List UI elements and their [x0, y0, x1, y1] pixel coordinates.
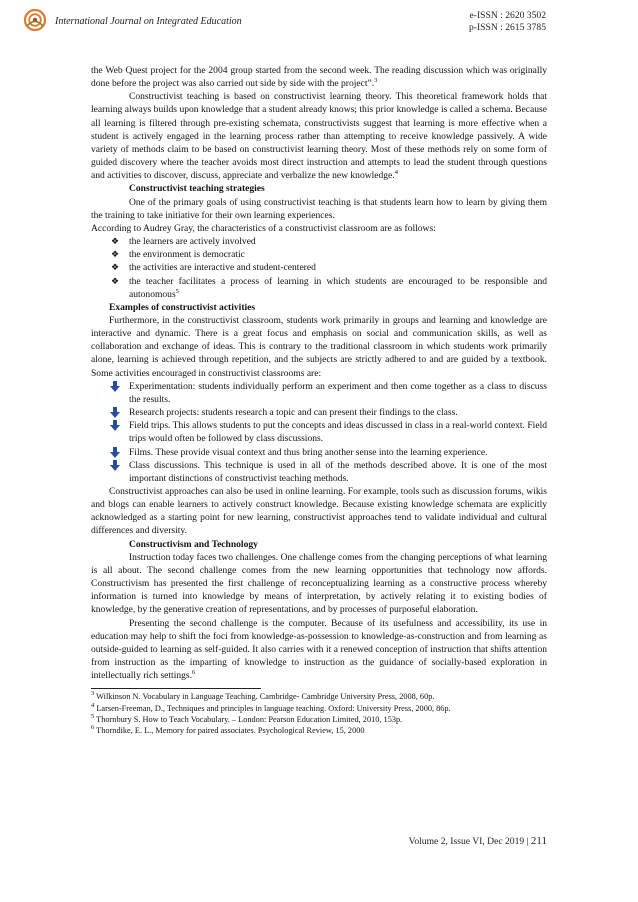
page-footer	[409, 835, 547, 847]
down-arrow-bullet-icon	[110, 381, 120, 392]
down-arrow-bullet-icon	[110, 460, 120, 471]
journal-title: International Journal on Integrated Education	[55, 16, 242, 27]
paragraph: Furthermore, in the constructivist classroom, students work primarily in groups and learning and knowledge are interactive and dynamic. There is a great focus and emphasis on social and communication skills, as well as collaboration and exchange of ideas. This is contrary to the traditional classroom in which students work primarily alone, learning is achieved through repetition, and the subjects are strictly adhered to and are guided by a textbook. Some activities encouraged in constructivist classrooms are:	[91, 314, 547, 379]
list-item: Experimentation: students individually perform an experiment and then come together as a class to discuss the results.	[91, 380, 547, 406]
paragraph: the Web Quest project for the 2004 group started from the second week. The reading discussion which was originally done before the project was also carried out side by side with the project”.$^3$	[91, 65, 547, 90]
list-item: Field trips. This allows students to put the concepts and ideas discussed in class in a real-world context. Field trips would often be followed by class discussions.	[91, 419, 547, 445]
down-arrow-bullet-icon	[110, 420, 120, 431]
page-header	[0, 0, 638, 44]
footnote-ref[interactable]: 4	[394, 169, 398, 177]
list-item: ❖ the teacher facilitates a process of learning in which students are encouraged to be responsible and autonomous$^5$	[111, 275, 547, 300]
list-item: ❖ the activities are interactive and student-centered	[111, 262, 316, 274]
footnote-divider	[91, 688, 261, 689]
footnote-ref[interactable]: 6	[192, 669, 196, 677]
footnote: $^3$ Wilkinson N. Vocabulary in Language Teaching. Cambridge- Cambridge University Press, 2008, 60p.	[91, 690, 435, 702]
paragraph: Presenting the second challenge is the computer. Because of its usefulness and accessibility, its use in education may help to shift the foci from knowledge-as-possession to knowledge-as-construction and from learning as outside-guided to learning as self-guided. It also carries with it a renewed conception of instruction that shifts attention from instruction as the imparting of knowledge to instruction as the guidance of socially-based exploration in intellectually rich settings.$^6$	[91, 617, 547, 682]
page-number: 211	[530, 835, 547, 847]
down-arrow-bullet-icon	[110, 447, 120, 458]
footnote: $^6$ Thorndike, E. L., Memory for paired associates. Psychological Review, 15, 2000	[91, 724, 365, 735]
footnote-ref[interactable]: 5	[175, 287, 179, 295]
down-arrow-bullet-icon	[110, 407, 120, 418]
diamond-bullet-icon: ❖	[111, 262, 120, 273]
section-heading: Examples of constructivist activities	[109, 301, 256, 313]
paragraph: Instruction today faces two challenges. One challenge comes from the changing perceptions of what learning is all about. The second challenge comes from the new learning opportunities that technology now affords. Constructivism has presented the first challenge of reconceptualizing learning as a constructive process whereby information is turned into knowledge by means of interpretation, by actively relating it to existing bodies of knowledge, by the generative creation of representations, and by processes of purposeful elaboration.	[91, 551, 547, 616]
diamond-bullet-icon: ❖	[111, 249, 120, 260]
volume-info: Volume 2, Issue VI, Dec 2019 |	[408, 836, 531, 847]
list-item: Research projects: students research a topic and can present their findings to the class.	[91, 406, 547, 419]
section-heading: Constructivist teaching strategies	[129, 183, 265, 195]
paragraph: According to Audrey Gray, the characteristics of a constructivist classroom are as follows:	[91, 222, 436, 234]
activities-list	[91, 380, 547, 485]
diamond-bullet-icon: ❖	[111, 275, 120, 286]
list-item: Class discussions. This technique is used in all of the methods described above. It is one of the most important distinctions of constructivist teaching methods.	[91, 459, 547, 485]
section-heading: Constructivism and Technology	[129, 538, 258, 550]
paragraph: One of the primary goals of using constructivist teaching is that students learn how to learn by giving them the training to take initiative for their own learning experiences.	[91, 196, 547, 221]
list-item: Films. These provide visual context and thus bring another sense into the learning experience.	[91, 446, 547, 459]
footnote: $^4$ Larsen-Freeman, D., Techniques and principles in language teaching. Oxford: University Press, 2000, 86p.	[91, 701, 451, 713]
list-item: ❖ the learners are actively involved	[111, 236, 256, 248]
list-item: ❖ the environment is democratic	[111, 249, 245, 261]
eissn: e-ISSN : 2620 3502	[469, 10, 546, 21]
footnote: $^5$ Thornbury S. How to Teach Vocabulary. – London: Pearson Education Limited, 2010, 153p.	[91, 712, 403, 724]
characteristics-list	[91, 235, 547, 301]
article-body	[91, 64, 547, 736]
issn-block	[469, 10, 546, 34]
footnotes	[91, 691, 547, 736]
footnote-ref[interactable]: 3	[374, 76, 378, 84]
paragraph: Constructivist teaching is based on constructivist learning theory. This theoretical framework holds that learning always builds upon knowledge that a student already knows; this prior knowledge is called a schema. Because all learning is filtered through pre-existing schemata, constructivists suggest that learning is more effective when a student is actively engaged in the learning process rather than attempting to receive knowledge passively. A wide variety of methods claim to be based on constructivist learning theory. Most of these methods rely on some form of guided discovery where the teacher avoids most direct instruction and attempts to lead the student through questions and activities to discover, discuss, appreciate and verbalize the new knowledge.$^4$	[91, 91, 547, 182]
diamond-bullet-icon: ❖	[111, 236, 120, 247]
journal-logo-icon	[24, 9, 46, 31]
paragraph: Constructivist approaches can also be used in online learning. For example, tools such as discussion forums, wikis and blogs can enable learners to actively construct knowledge. Because existing knowledge schemata are explicitly acknowledged as a starting point for new learning, constructivist approaches tend to validate individual and cultural differences and diversity.	[91, 486, 547, 537]
pissn: p-ISSN : 2615 3785	[468, 22, 546, 33]
